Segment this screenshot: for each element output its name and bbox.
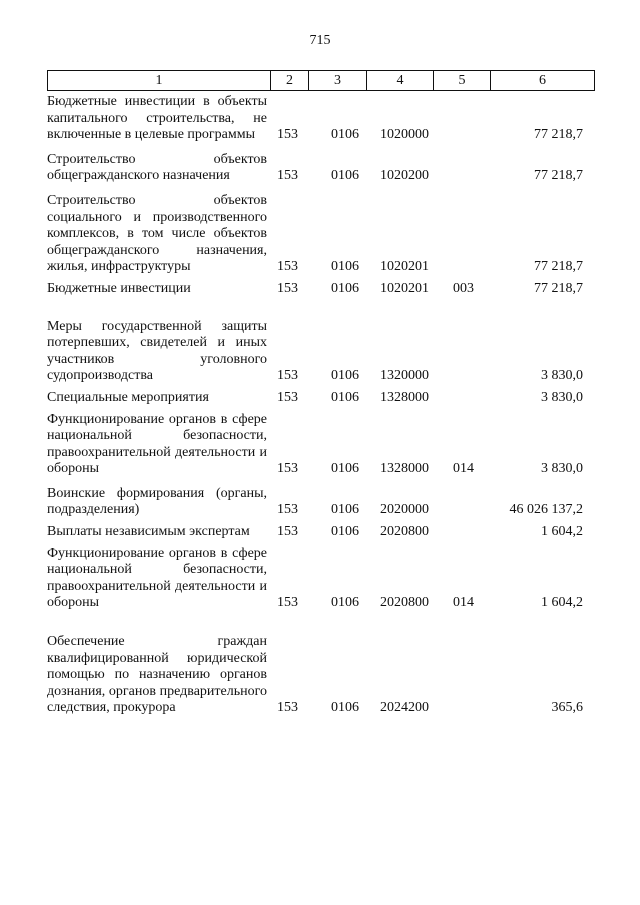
row-col-4: 1020201 bbox=[380, 280, 429, 296]
table-row bbox=[47, 193, 595, 276]
row-col-3: 0106 bbox=[331, 502, 359, 518]
row-col-6: 77 218,7 bbox=[534, 127, 583, 143]
row-name: Меры государственной защиты потерпевших, свидетелей и иных участников уголовного судопроизводства bbox=[47, 318, 267, 384]
row-col-3: 0106 bbox=[331, 127, 359, 143]
row-col-4: 1020200 bbox=[380, 168, 429, 184]
row-col-6: 3 830,0 bbox=[541, 368, 583, 384]
row-col-4: 1328000 bbox=[380, 461, 429, 477]
header-col-6: 6 bbox=[490, 70, 595, 91]
row-col-4: 2020800 bbox=[380, 524, 429, 540]
row-col-6: 77 218,7 bbox=[534, 168, 583, 184]
row-name: Воинские формирования (органы, подразделения) bbox=[47, 485, 267, 518]
row-col-5: 003 bbox=[453, 280, 474, 296]
row-name: Функционирование органов в сфере национальной безопасности, правоохранительной деятельности и обороны bbox=[47, 411, 267, 477]
row-col-3: 0106 bbox=[331, 368, 359, 384]
row-col-6: 3 830,0 bbox=[541, 389, 583, 405]
row-col-4: 2024200 bbox=[380, 700, 429, 716]
row-col-2: 153 bbox=[277, 524, 298, 540]
header-col-4: 4 bbox=[366, 70, 433, 91]
header-col-2: 2 bbox=[270, 70, 308, 91]
row-name: Функционирование органов в сфере национальной безопасности, правоохранительной деятельности и обороны bbox=[47, 545, 267, 611]
row-col-2: 153 bbox=[277, 389, 298, 405]
header-col-3: 3 bbox=[308, 70, 366, 91]
row-col-6: 77 218,7 bbox=[534, 259, 583, 275]
row-col-2: 153 bbox=[277, 168, 298, 184]
row-col-6: 1 604,2 bbox=[541, 524, 583, 540]
row-col-4: 2020000 bbox=[380, 502, 429, 518]
table-row bbox=[47, 546, 595, 612]
row-col-3: 0106 bbox=[331, 524, 359, 540]
row-name: Обеспечение граждан квалифицированной юридической помощью по назначению органов дознания, органов предварительного следствия, прокурора bbox=[47, 634, 267, 716]
budget-table bbox=[47, 94, 595, 717]
row-col-2: 153 bbox=[277, 461, 298, 477]
row-col-4: 1020201 bbox=[380, 259, 429, 275]
table-row bbox=[47, 281, 595, 298]
row-col-3: 0106 bbox=[331, 461, 359, 477]
row-col-6: 3 830,0 bbox=[541, 461, 583, 477]
row-col-3: 0106 bbox=[331, 280, 359, 296]
table-row bbox=[47, 634, 595, 717]
table-row bbox=[47, 486, 595, 519]
row-col-2: 153 bbox=[277, 280, 298, 296]
row-col-3: 0106 bbox=[331, 389, 359, 405]
row-name: Бюджетные инвестиции в объекты капитального строительства, не включенные в целевые программы bbox=[47, 94, 267, 143]
table-header bbox=[47, 70, 595, 90]
table-row bbox=[47, 152, 595, 185]
row-col-2: 153 bbox=[277, 502, 298, 518]
row-col-5: 014 bbox=[453, 461, 474, 477]
header-col-5: 5 bbox=[433, 70, 490, 91]
table-row bbox=[47, 390, 595, 407]
row-col-2: 153 bbox=[277, 700, 298, 716]
row-name: Бюджетные инвестиции bbox=[47, 280, 191, 296]
row-col-2: 153 bbox=[277, 259, 298, 275]
row-col-2: 153 bbox=[277, 127, 298, 143]
row-col-2: 153 bbox=[277, 368, 298, 384]
row-col-3: 0106 bbox=[331, 595, 359, 611]
table-row bbox=[47, 524, 595, 541]
row-name: Строительство объектов общегражданского назначения bbox=[47, 151, 267, 184]
row-col-5: 014 bbox=[453, 595, 474, 611]
row-col-4: 1320000 bbox=[380, 368, 429, 384]
row-col-6: 46 026 137,2 bbox=[509, 502, 583, 518]
table-row bbox=[47, 412, 595, 478]
row-name: Строительство объектов социального и производственного комплексов, в том числе объектов общегражданского назначения, жилья, инфраструктуры bbox=[47, 192, 267, 275]
row-col-6: 1 604,2 bbox=[541, 595, 583, 611]
row-name: Специальные мероприятия bbox=[47, 389, 209, 405]
row-col-3: 0106 bbox=[331, 259, 359, 275]
row-col-6: 77 218,7 bbox=[534, 280, 583, 296]
row-col-3: 0106 bbox=[331, 168, 359, 184]
row-col-4: 1020000 bbox=[380, 127, 429, 143]
row-col-4: 1328000 bbox=[380, 389, 429, 405]
row-col-4: 2020800 bbox=[380, 595, 429, 611]
page-number: 715 bbox=[309, 33, 331, 48]
header-col-1: 1 bbox=[47, 70, 270, 91]
row-name: Выплаты независимым экспертам bbox=[47, 524, 250, 540]
table-row bbox=[47, 94, 595, 144]
row-col-6: 365,6 bbox=[551, 700, 583, 716]
table-row bbox=[47, 319, 595, 385]
row-col-3: 0106 bbox=[331, 700, 359, 716]
row-col-2: 153 bbox=[277, 595, 298, 611]
